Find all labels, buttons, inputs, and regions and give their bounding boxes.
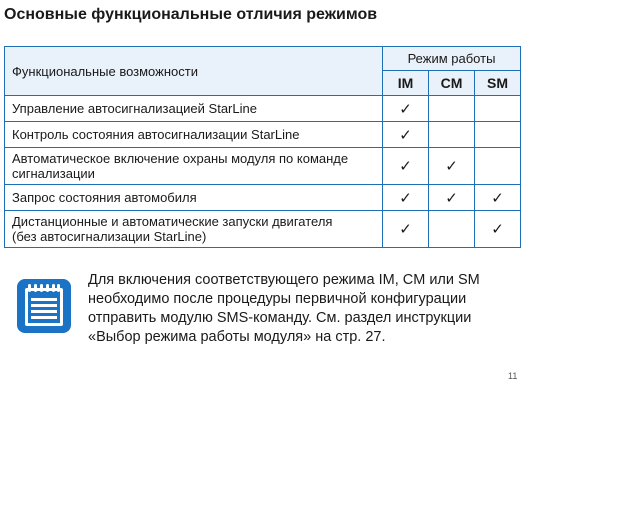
mark-cell: ✓: [383, 211, 429, 248]
row-label: Контроль состояния автосигнализации StarLine: [5, 122, 383, 148]
mark-cell: [475, 96, 521, 122]
notepad-icon: [16, 278, 72, 334]
table-row: [5, 96, 521, 122]
row-label: [5, 148, 383, 185]
mark-cell: [429, 122, 475, 148]
header-mode-sm: SM: [475, 71, 521, 96]
mark-cell: ✓: [475, 185, 521, 211]
mark-cell: ✓: [383, 185, 429, 211]
table-row: [5, 185, 521, 211]
row-label-line: Автоматическое включение охраны модуля по команде: [12, 151, 349, 166]
table-row: [5, 211, 521, 248]
header-functional-capabilities: Функциональные возможности: [5, 47, 383, 96]
note-line: необходимо после процедуры первичной конфигурации: [88, 291, 467, 307]
note-text: [88, 271, 518, 347]
row-label: Управление автосигнализацией StarLine: [5, 96, 383, 122]
mark-cell: ✓: [383, 148, 429, 185]
header-mode-im: IM: [383, 71, 429, 96]
header-operating-mode: Режим работы: [383, 47, 521, 71]
mark-cell: ✓: [475, 211, 521, 248]
mark-cell: ✓: [383, 122, 429, 148]
page-number: 11: [508, 371, 518, 381]
mark-cell: ✓: [383, 96, 429, 122]
header-mode-cm: CM: [429, 71, 475, 96]
row-label-line: сигнализации: [12, 166, 95, 181]
note-line: Для включения соответствующего режима IM, CM или SM: [88, 272, 480, 288]
mark-cell: [475, 148, 521, 185]
mark-cell: ✓: [429, 148, 475, 185]
note-line: отправить модулю SMS-команду. См. раздел инструкции: [88, 310, 472, 326]
mark-cell: [475, 122, 521, 148]
page-title: Основные функциональные отличия режимов: [4, 6, 378, 23]
mark-cell: ✓: [429, 185, 475, 211]
table-row: [5, 148, 521, 185]
row-label: [5, 211, 383, 248]
mark-cell: [429, 211, 475, 248]
note-line: «Выбор режима работы модуля» на стр. 27.: [88, 329, 386, 345]
row-label-line: Дистанционные и автоматические запуски двигателя: [12, 214, 333, 229]
table-row: [5, 122, 521, 148]
modes-comparison-table: [4, 46, 521, 248]
row-label-line: (без автосигнализации StarLine): [12, 229, 207, 244]
mark-cell: [429, 96, 475, 122]
row-label: Запрос состояния автомобиля: [5, 185, 383, 211]
